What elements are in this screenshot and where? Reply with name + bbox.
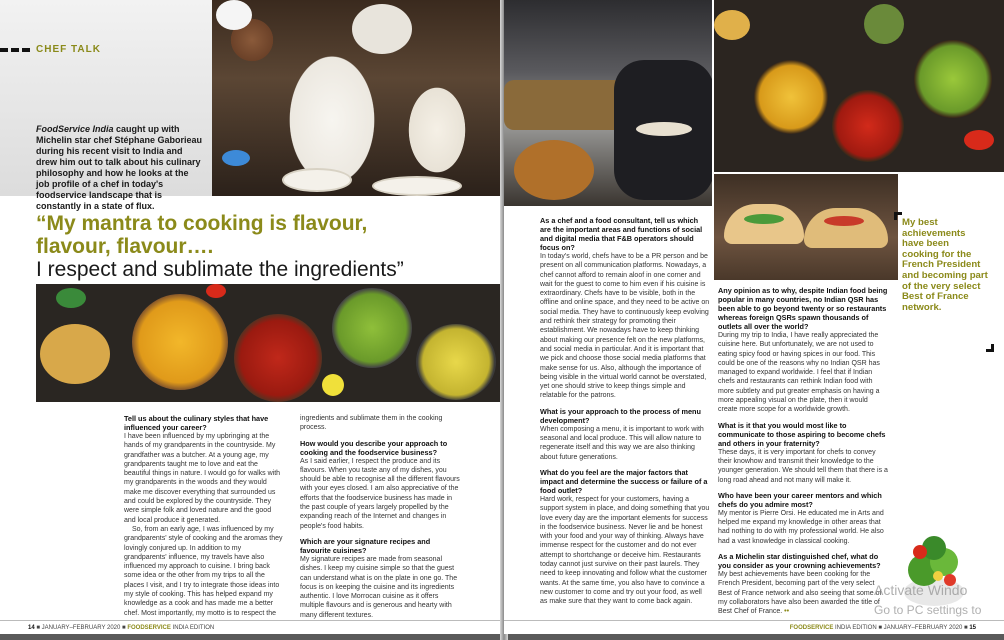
avocado-shape bbox=[864, 4, 904, 44]
herb-shape bbox=[56, 288, 86, 308]
yellow-bowl-shape bbox=[416, 324, 496, 400]
watermark-line-1: Activate Windo bbox=[874, 582, 968, 598]
chef-hat-shape bbox=[216, 0, 252, 30]
answer: When composing a menu, it is important to work with seasonal and local produce. This will allow nature to regenerate itself and this way we are also thinking about future generations. bbox=[540, 425, 704, 461]
issue-date: JANUARY–FEBRUARY 2020 bbox=[41, 625, 121, 631]
question: As a Michelin star distinguished chef, what do you consider as your crowning achievements? bbox=[718, 552, 881, 571]
answer bbox=[718, 570, 888, 616]
pull-quote-text: My best achievements have been cooking for the French President and becoming part of the very select Best of France network. bbox=[902, 217, 988, 313]
answer: So, from an early age, I was influenced by my grandparents' style of cooking and the aromas they lovingly conjured up. In addition to my grandparents' influence, my travels have also influenced my approach to cuisine. I bring back some idea or the other from my trips to all the places I visit, and I try to integrate those ideas into my style of cooking. This has helped expand my knowledge as a cook and has made me a better chef. Most importantly, my motto is to respect the bbox=[124, 525, 283, 617]
headline-line-1: “My mantra to cooking is flavour, bbox=[36, 212, 368, 235]
tacos-photo bbox=[714, 174, 898, 280]
publication-name: FoodService India bbox=[36, 124, 114, 134]
answer: In today's world, chefs have to be a PR person and be present on all communication platforms. Nowadays, a chef cannot afford to remain aloof in one corner and wait for the guest to come to him even if his cuisine is extraordinary. Chefs have to be visible, both in the offline and online space, and they need to be active on social media. They have to continuously keep evolving and rethink their strategy for promoting their establishment. We nowadays have to keep thinking about making our presence felt on the new platforms, and social media in particular. And it is important that we pick and choose those social media platforms that make sense for us. Also, although the importance of being visible in the virtual world cannot be overstated, yet one should strive to keep things simple and relatable for the patrons. bbox=[540, 253, 710, 400]
answer: Hard work, respect for your customers, having a support system in place, and doing something that you love every day are the important elements for success in the foodservice business. Never lie and be honest with your food and your way of thinking. Always have immense respect for the customer and do not ever attempt to shortchange or deceive him. Restaurants today cannot just survive on their past laurels. They need to keep innovating and follow what the customer wants. At the same time, you also have to convince a new customer to come and try out your food, as well as make sure that they want to come back again. bbox=[540, 495, 710, 606]
footer-right: FOODSERVICE INDIA EDITION ■ JANUARY–FEBRUARY 2020 ■ 15 bbox=[504, 620, 1004, 634]
plate-shape bbox=[282, 168, 352, 192]
quote-corner-icon bbox=[986, 344, 994, 352]
taco-shape bbox=[724, 204, 804, 244]
headline-accent bbox=[36, 212, 496, 258]
question: Tell us about the culinary styles that have influenced your career? bbox=[124, 414, 269, 432]
spices-photo bbox=[714, 0, 1004, 172]
left-page bbox=[0, 0, 502, 634]
plate-shape bbox=[636, 122, 692, 136]
right-column-1 bbox=[540, 216, 710, 607]
herb-shape bbox=[744, 214, 784, 224]
plate-shape bbox=[372, 176, 462, 196]
answer-text: My best achievements have been cooking for the French President, becoming part of the very select Best of France network and also seeing that some of my collaborators have also been awarded the title of Best Chef of France. bbox=[718, 571, 882, 616]
chef-hair-shape bbox=[352, 4, 412, 54]
answer: During my trip to India, I have really appreciated the cuisine here. But unfortunately, we are not used to eating spicy food or having spices in our food. This could be one of the reasons why no Indian QSR has managed to expand worldwide. I feel that if Indian chefs and restaurants can rethink Indian food with more subtlety and put greater emphasis on having a more appealing visual on the plate, then it would create more scope for a worldwide growth. bbox=[718, 332, 880, 414]
question: Who have been your career mentors and which chefs do you admire most? bbox=[718, 490, 882, 509]
glove-shape bbox=[222, 150, 250, 166]
activation-watermark bbox=[874, 580, 981, 620]
headline-line-2: flavour, flavour…. bbox=[36, 235, 214, 258]
chili-shape bbox=[964, 130, 994, 150]
question: As a chef and a food consultant, tell us which are the important areas and functions of social and digital media that F&B operators should focus on? bbox=[540, 216, 703, 252]
right-column-2 bbox=[718, 286, 888, 617]
chili-shape bbox=[206, 284, 226, 298]
question: Any opinion as to why, despite Indian food being popular in many countries, no Indian QSR has been able to go beyond twenty or so restaurants whereas foreign QSRs spawn thousands of outlets all over the world? bbox=[718, 286, 888, 331]
headline-line-3: I respect and sublimate the ingredients” bbox=[36, 258, 404, 281]
red-bowl-shape bbox=[234, 314, 322, 402]
answer: As I said earlier, I respect the produce and its flavours. When you taste any of my dishes, you should be able to recognise all the different flavours with your eyes closed. I am also appreciative of the efforts that the foodservice business has made in the past couple of years largely propelled by the expanding reach of the Internet and changes in people's food habits. bbox=[300, 457, 460, 530]
taco-shape bbox=[804, 208, 888, 248]
issue-date: JANUARY–FEBRUARY 2020 bbox=[883, 625, 963, 631]
yellow-bowl-shape bbox=[132, 294, 228, 390]
end-mark: •• bbox=[784, 608, 790, 616]
red-bowl-shape bbox=[832, 90, 904, 162]
chefs-photo bbox=[212, 0, 502, 196]
watermark-line-2: Go to PC settings to bbox=[874, 603, 982, 617]
question: What is your approach to the process of menu development? bbox=[540, 406, 701, 425]
tomato-shape bbox=[824, 216, 864, 226]
food-bowls-photo bbox=[36, 284, 502, 402]
brand-name: FOODSERVICE bbox=[789, 625, 834, 631]
edition: INDIA EDITION bbox=[172, 625, 215, 631]
section-label bbox=[0, 44, 101, 55]
brand-name: FOODSERVICE bbox=[127, 625, 171, 631]
section-label-text: CHEF TALK bbox=[36, 44, 101, 55]
answer: I have been influenced by my upbringing at the hands of my grandparents in the countryside. My grandfather was a butcher. At a young age, my grandparents taught me to love and eat the beautiful things in nature. I would go for walks with my grandparents in the woods and they would make me discover everything that surrounded us and could be explored by the countryside. They were simple folk and loved nature and the good and local produce it generated. bbox=[124, 433, 281, 524]
left-column-2 bbox=[300, 414, 460, 620]
answer: ingredients and sublimate them in the cooking process. bbox=[300, 415, 443, 432]
lime-shape bbox=[322, 374, 344, 396]
food-dish-shape bbox=[514, 140, 594, 200]
page-number: 15 bbox=[969, 625, 976, 631]
buffet-tray-shape bbox=[504, 80, 624, 130]
page-number: 14 bbox=[28, 625, 35, 631]
right-page bbox=[504, 0, 1004, 634]
answer: These days, it is very important for chefs to convey their knowhow and transmit their knowledge to the younger generation. We should tell them that there is a long road ahead and not many will make it. bbox=[718, 448, 888, 484]
chips-shape bbox=[40, 324, 110, 384]
pull-quote bbox=[900, 212, 1000, 352]
left-column-1 bbox=[124, 414, 284, 618]
question: How would you describe your approach to cooking and the foodservice business? bbox=[300, 438, 448, 457]
chips-shape bbox=[714, 10, 750, 40]
answer: My mentor is Pierre Orsi. He educated me in Arts and helped me expand my knowledge in other areas that had nothing to do with my professional world. He also had a vast knowledge in classical cooking. bbox=[718, 509, 884, 545]
footer-left: 14 ■ JANUARY–FEBRUARY 2020 ■ FOODSERVICE INDIA EDITION bbox=[0, 620, 502, 634]
buffet-photo bbox=[504, 0, 712, 206]
question: What is it that you would most like to communicate to those aspiring to become chefs and others in your fraternity? bbox=[718, 420, 886, 448]
question: What do you feel are the major factors that impact and determine the success or failure of a food outlet? bbox=[540, 467, 708, 495]
intro-text bbox=[36, 124, 204, 212]
answer: My signature recipes are made from seasonal dishes. I keep my cuisine simple so that the guest can understand what is on the plate in one go. The focus is on keeping the cuisine and its ingredients authentic. I love Morrocan cuisine as it offers multiple flavours and is generous and hearty with many different textures. bbox=[300, 555, 458, 619]
green-bowl-shape bbox=[914, 40, 992, 118]
yellow-bowl-shape bbox=[754, 60, 828, 134]
quote-corner-icon bbox=[894, 212, 902, 220]
intro-body: caught up with Michelin star chef Stéphane Gaborieau during his recent visit to India and drew him out to talk about his culinary philosophy and how he looks at the job profile of a chef in today's foodservice landscape that is constantly in a state of flux. bbox=[36, 124, 203, 211]
edition: INDIA EDITION bbox=[835, 625, 877, 631]
section-bars-icon bbox=[0, 48, 30, 52]
green-bowl-shape bbox=[332, 288, 412, 368]
question: Which are your signature recipes and favourite cuisines? bbox=[300, 536, 431, 555]
